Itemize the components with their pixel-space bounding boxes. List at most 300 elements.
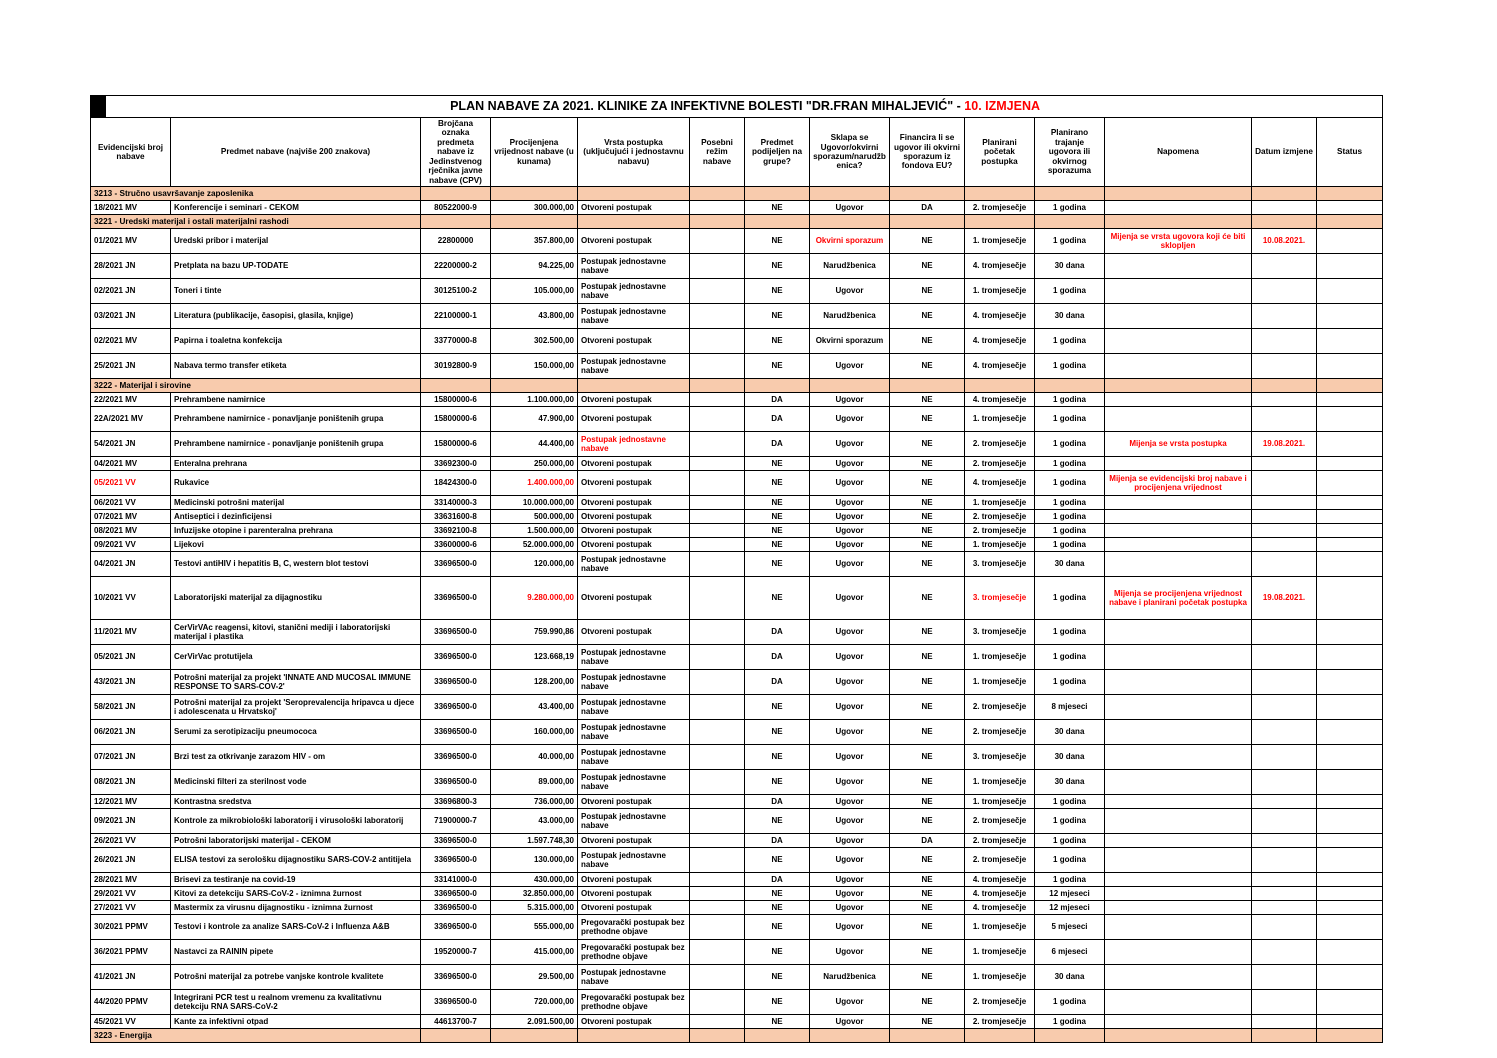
cell-vrijednost: 43.400,00 [491, 694, 578, 719]
cell-grupe: NE [745, 495, 810, 509]
table-row [91, 744, 1383, 769]
cell-pocetak: 4. tromjesečje [965, 303, 1035, 328]
cell-cpv: 33696500-0 [421, 644, 491, 669]
cell-cpv: 15800000-6 [421, 392, 491, 406]
column-header-vrijednost: Procijenjena vrijednost nabave (u kunama) [491, 118, 578, 187]
table-row [91, 694, 1383, 719]
cell-vrsta: Otvoreni postupak [578, 833, 690, 847]
cell-trajanje: 30 dana [1035, 769, 1105, 794]
cell-rezim [690, 914, 745, 939]
cell-grupe: NE [745, 509, 810, 523]
section-filler-cell [491, 378, 578, 392]
cell-trajanje: 30 dana [1035, 719, 1105, 744]
cell-cpv: 33600000-6 [421, 537, 491, 551]
cell-pocetak: 2. tromjesečje [965, 200, 1035, 214]
cell-trajanje: 1 godina [1035, 353, 1105, 378]
cell-predmet: Medicinski potrošni materijal [171, 495, 421, 509]
cell-sklapa: Narudžbenica [810, 964, 890, 989]
cell-napomena [1105, 914, 1252, 939]
cell-trajanje: 5 mjeseci [1035, 914, 1105, 939]
column-header-eu: Financira li se ugovor ili okvirni sporazum iz fondova EU? [890, 118, 965, 187]
cell-pocetak: 4. tromjesečje [965, 253, 1035, 278]
section-filler-cell [890, 1028, 965, 1042]
cell-vrsta: Postupak jednostavne nabave [578, 551, 690, 576]
cell-vrsta: Otvoreni postupak [578, 886, 690, 900]
cell-napomena [1105, 989, 1252, 1014]
column-header-row [91, 118, 1383, 187]
section-filler-cell [421, 378, 491, 392]
cell-sklapa: Ugovor [810, 872, 890, 886]
cell-sklapa: Ugovor [810, 886, 890, 900]
title-revision-text: 10. IZMJENA [964, 99, 1041, 114]
cell-datum [1252, 406, 1317, 431]
cell-id: 05/2021 JN [91, 644, 171, 669]
cell-rezim [690, 576, 745, 619]
cell-vrsta: Postupak jednostavne nabave [578, 744, 690, 769]
cell-rezim [690, 200, 745, 214]
cell-eu: DA [890, 200, 965, 214]
cell-rezim [690, 989, 745, 1014]
cell-vrsta: Otvoreni postupak [578, 228, 690, 253]
column-header-id: Evidencijski broj nabave [91, 118, 171, 187]
cell-napomena [1105, 808, 1252, 833]
cell-id: 07/2021 MV [91, 509, 171, 523]
section-filler-cell [810, 186, 890, 200]
section-filler-cell [965, 1028, 1035, 1042]
cell-cpv: 18424300-0 [421, 470, 491, 495]
cell-eu: NE [890, 669, 965, 694]
section-filler-cell [578, 214, 690, 228]
cell-vrijednost: 9.280.000,00 [491, 576, 578, 619]
cell-napomena [1105, 719, 1252, 744]
cell-vrsta: Pregovarački postupak bez prethodne objave [578, 989, 690, 1014]
cell-datum [1252, 939, 1317, 964]
cell-rezim [690, 431, 745, 456]
cell-napomena [1105, 406, 1252, 431]
cell-trajanje: 1 godina [1035, 989, 1105, 1014]
cell-pocetak: 4. tromjesečje [965, 900, 1035, 914]
cell-predmet: Kontrastna sredstva [171, 794, 421, 808]
cell-vrsta: Pregovarački postupak bez prethodne objave [578, 914, 690, 939]
cell-pocetak: 1. tromjesečje [965, 537, 1035, 551]
cell-sklapa: Ugovor [810, 353, 890, 378]
cell-rezim [690, 719, 745, 744]
cell-trajanje: 1 godina [1035, 470, 1105, 495]
cell-eu: NE [890, 694, 965, 719]
cell-pocetak: 1. tromjesečje [965, 769, 1035, 794]
cell-vrijednost: 32.850.000,00 [491, 886, 578, 900]
cell-pocetak: 4. tromjesečje [965, 470, 1035, 495]
cell-datum [1252, 278, 1317, 303]
cell-predmet: Kontrole za mikrobiološki laboratorij i virusološki laboratorij [171, 808, 421, 833]
cell-eu: NE [890, 523, 965, 537]
cell-cpv: 33770000-8 [421, 328, 491, 353]
cell-predmet: Papirna i toaletna konfekcija [171, 328, 421, 353]
cell-id: 25/2021 JN [91, 353, 171, 378]
cell-vrijednost: 300.000,00 [491, 200, 578, 214]
cell-vrsta: Postupak jednostavne nabave [578, 769, 690, 794]
column-header-status: Status [1317, 118, 1383, 187]
cell-datum [1252, 470, 1317, 495]
cell-id: 08/2021 JN [91, 769, 171, 794]
cell-trajanje: 1 godina [1035, 456, 1105, 470]
cell-cpv: 33631600-8 [421, 509, 491, 523]
cell-predmet: Testovi i kontrole za analize SARS-CoV-2 i Influenza A&B [171, 914, 421, 939]
cell-pocetak: 4. tromjesečje [965, 328, 1035, 353]
cell-vrsta: Otvoreni postupak [578, 328, 690, 353]
cell-vrijednost: 1.500.000,00 [491, 523, 578, 537]
cell-rezim [690, 833, 745, 847]
cell-vrsta: Otvoreni postupak [578, 1014, 690, 1028]
cell-id: 26/2021 JN [91, 847, 171, 872]
cell-cpv: 33696500-0 [421, 619, 491, 644]
cell-trajanje: 6 mjeseci [1035, 939, 1105, 964]
cell-rezim [690, 523, 745, 537]
cell-rezim [690, 353, 745, 378]
cell-eu: NE [890, 509, 965, 523]
cell-cpv: 15800000-6 [421, 406, 491, 431]
cell-eu: NE [890, 989, 965, 1014]
cell-napomena: Mijenja se vrsta postupka [1105, 431, 1252, 456]
cell-eu: NE [890, 769, 965, 794]
cell-cpv: 30192800-9 [421, 353, 491, 378]
cell-cpv: 33696500-0 [421, 833, 491, 847]
cell-datum [1252, 964, 1317, 989]
cell-napomena [1105, 794, 1252, 808]
cell-predmet: Prehrambene namirnice - ponavljanje poništenih grupa [171, 431, 421, 456]
cell-id: 05/2021 VV [91, 470, 171, 495]
cell-cpv: 33696500-0 [421, 964, 491, 989]
cell-vrijednost: 736.000,00 [491, 794, 578, 808]
cell-napomena [1105, 847, 1252, 872]
cell-vrijednost: 1.100.000,00 [491, 392, 578, 406]
section-filler-cell [1105, 214, 1252, 228]
cell-sklapa: Ugovor [810, 509, 890, 523]
cell-vrsta: Otvoreni postupak [578, 495, 690, 509]
cell-sklapa: Ugovor [810, 989, 890, 1014]
cell-grupe: NE [745, 278, 810, 303]
cell-grupe: NE [745, 228, 810, 253]
table-row [91, 847, 1383, 872]
cell-datum: 19.08.2021. [1252, 431, 1317, 456]
cell-vrsta: Otvoreni postupak [578, 392, 690, 406]
cell-predmet: Brisevi za testiranje na covid-19 [171, 872, 421, 886]
cell-datum: 19.08.2021. [1252, 576, 1317, 619]
title-text: PLAN NABAVE ZA 2021. KLINIKE ZA INFEKTIVNE BOLESTI "DR.FRAN MIHALJEVIĆ" - [450, 99, 965, 114]
cell-sklapa: Ugovor [810, 576, 890, 619]
cell-sklapa: Ugovor [810, 939, 890, 964]
table-row [91, 872, 1383, 886]
cell-napomena [1105, 644, 1252, 669]
document-page [90, 95, 1383, 1043]
cell-status [1317, 353, 1383, 378]
table-row [91, 200, 1383, 214]
cell-vrijednost: 123.668,19 [491, 644, 578, 669]
cell-cpv: 33696500-0 [421, 719, 491, 744]
cell-napomena: Mijenja se evidencijski broj nabave i procijenjena vrijednost [1105, 470, 1252, 495]
cell-grupe: NE [745, 939, 810, 964]
cell-sklapa: Ugovor [810, 619, 890, 644]
cell-cpv: 33696500-0 [421, 769, 491, 794]
table-row [91, 769, 1383, 794]
cell-pocetak: 2. tromjesečje [965, 847, 1035, 872]
cell-datum [1252, 794, 1317, 808]
cell-predmet: Integrirani PCR test u realnom vremenu za kvalitativnu detekciju RNA SARS-CoV-2 [171, 989, 421, 1014]
section-row [91, 1028, 1383, 1042]
cell-vrsta: Otvoreni postupak [578, 470, 690, 495]
cell-sklapa: Ugovor [810, 669, 890, 694]
cell-predmet: CerVirVAc reagensi, kitovi, stanični mediji i laboratorijski materijal i plastika [171, 619, 421, 644]
cell-status [1317, 328, 1383, 353]
cell-status [1317, 470, 1383, 495]
table-row [91, 1014, 1383, 1028]
cell-eu: NE [890, 644, 965, 669]
cell-predmet: Pretplata na bazu UP-TODATE [171, 253, 421, 278]
cell-trajanje: 1 godina [1035, 808, 1105, 833]
cell-pocetak: 1. tromjesečje [965, 495, 1035, 509]
cell-predmet: Literatura (publikacije, časopisi, glasila, knjige) [171, 303, 421, 328]
cell-eu: NE [890, 551, 965, 576]
column-header-vrsta: Vrsta postupka (uključujući i jednostavnu nabavu) [578, 118, 690, 187]
table-row [91, 900, 1383, 914]
cell-cpv: 33696500-0 [421, 989, 491, 1014]
cell-eu: NE [890, 328, 965, 353]
cell-vrijednost: 120.000,00 [491, 551, 578, 576]
cell-eu: NE [890, 431, 965, 456]
cell-grupe: DA [745, 619, 810, 644]
cell-grupe: NE [745, 328, 810, 353]
cell-grupe: NE [745, 1014, 810, 1028]
cell-napomena [1105, 353, 1252, 378]
cell-sklapa: Ugovor [810, 406, 890, 431]
cell-grupe: NE [745, 886, 810, 900]
section-filler-cell [690, 1028, 745, 1042]
section-filler-cell [421, 186, 491, 200]
cell-eu: NE [890, 495, 965, 509]
cell-predmet: Potrošni materijal za projekt 'Seroprevalencija hripavca u djece i adolescenata u Hrvatskoj' [171, 694, 421, 719]
cell-vrijednost: 720.000,00 [491, 989, 578, 1014]
cell-datum [1252, 900, 1317, 914]
cell-rezim [690, 456, 745, 470]
cell-cpv: 33692300-0 [421, 456, 491, 470]
cell-napomena [1105, 278, 1252, 303]
cell-pocetak: 4. tromjesečje [965, 392, 1035, 406]
cell-datum [1252, 253, 1317, 278]
cell-cpv: 33696500-0 [421, 744, 491, 769]
cell-rezim [690, 328, 745, 353]
section-filler-cell [491, 186, 578, 200]
cell-status [1317, 303, 1383, 328]
cell-status [1317, 523, 1383, 537]
cell-trajanje: 30 dana [1035, 303, 1105, 328]
cell-vrijednost: 759.990,86 [491, 619, 578, 644]
column-header-rezim: Posebni režim nabave [690, 118, 745, 187]
cell-sklapa: Ugovor [810, 200, 890, 214]
cell-id: 22/2021 MV [91, 392, 171, 406]
cell-status [1317, 576, 1383, 619]
cell-napomena [1105, 964, 1252, 989]
cell-id: 04/2021 JN [91, 551, 171, 576]
cell-predmet: Potrošni materijal za potrebe vanjske kontrole kvalitete [171, 964, 421, 989]
cell-vrsta: Otvoreni postupak [578, 794, 690, 808]
cell-grupe: NE [745, 253, 810, 278]
cell-status [1317, 406, 1383, 431]
cell-predmet: Rukavice [171, 470, 421, 495]
table-row [91, 495, 1383, 509]
cell-trajanje: 1 godina [1035, 509, 1105, 523]
cell-pocetak: 3. tromjesečje [965, 744, 1035, 769]
cell-rezim [690, 794, 745, 808]
section-filler-cell [578, 186, 690, 200]
cell-status [1317, 694, 1383, 719]
cell-vrsta: Postupak jednostavne nabave [578, 808, 690, 833]
cell-predmet: Prehrambene namirnice - ponavljanje poništenih grupa [171, 406, 421, 431]
cell-vrsta: Pregovarački postupak bez prethodne objave [578, 939, 690, 964]
cell-datum [1252, 551, 1317, 576]
cell-datum [1252, 719, 1317, 744]
table-row [91, 456, 1383, 470]
table-row [91, 406, 1383, 431]
table-row [91, 914, 1383, 939]
cell-vrsta: Postupak jednostavne nabave [578, 847, 690, 872]
cell-status [1317, 644, 1383, 669]
cell-status [1317, 794, 1383, 808]
cell-napomena [1105, 619, 1252, 644]
cell-datum [1252, 1014, 1317, 1028]
cell-rezim [690, 808, 745, 833]
section-filler-cell [690, 214, 745, 228]
cell-rezim [690, 509, 745, 523]
cell-predmet: Mastermix za virusnu dijagnostiku - iznimna žurnost [171, 900, 421, 914]
cell-trajanje: 30 dana [1035, 964, 1105, 989]
cell-trajanje: 1 godina [1035, 794, 1105, 808]
cell-vrijednost: 415.000,00 [491, 939, 578, 964]
cell-sklapa: Ugovor [810, 392, 890, 406]
table-row [91, 794, 1383, 808]
cell-grupe: DA [745, 406, 810, 431]
cell-datum [1252, 808, 1317, 833]
cell-status [1317, 769, 1383, 794]
cell-cpv: 33692100-8 [421, 523, 491, 537]
cell-id: 28/2021 JN [91, 253, 171, 278]
cell-vrijednost: 44.400,00 [491, 431, 578, 456]
cell-napomena [1105, 392, 1252, 406]
cell-vrijednost: 40.000,00 [491, 744, 578, 769]
cell-vrijednost: 29.500,00 [491, 964, 578, 989]
cell-eu: NE [890, 914, 965, 939]
cell-grupe: NE [745, 353, 810, 378]
cell-napomena [1105, 900, 1252, 914]
cell-status [1317, 431, 1383, 456]
cell-sklapa: Ugovor [810, 833, 890, 847]
cell-predmet: Antiseptici i dezinficijensi [171, 509, 421, 523]
cell-id: 27/2021 VV [91, 900, 171, 914]
cell-napomena [1105, 694, 1252, 719]
cell-cpv: 33140000-3 [421, 495, 491, 509]
cell-pocetak: 1. tromjesečje [965, 794, 1035, 808]
cell-vrijednost: 128.200,00 [491, 669, 578, 694]
section-filler-cell [745, 214, 810, 228]
section-filler-cell [1252, 214, 1317, 228]
cell-datum [1252, 495, 1317, 509]
cell-grupe: DA [745, 794, 810, 808]
cell-rezim [690, 278, 745, 303]
cell-id: 06/2021 VV [91, 495, 171, 509]
cell-status [1317, 1014, 1383, 1028]
cell-eu: NE [890, 303, 965, 328]
cell-vrsta: Postupak jednostavne nabave [578, 303, 690, 328]
cell-cpv: 33141000-0 [421, 872, 491, 886]
cell-sklapa: Okvirni sporazum [810, 228, 890, 253]
cell-datum [1252, 200, 1317, 214]
cell-cpv: 80522000-9 [421, 200, 491, 214]
section-filler-cell [890, 378, 965, 392]
cell-eu: NE [890, 794, 965, 808]
cell-napomena [1105, 744, 1252, 769]
table-row [91, 509, 1383, 523]
section-filler-cell [1317, 1028, 1383, 1042]
cell-napomena: Mijenja se vrsta ugovora koji će biti sklopljen [1105, 228, 1252, 253]
cell-cpv: 33696500-0 [421, 669, 491, 694]
cell-rezim [690, 551, 745, 576]
cell-vrsta: Postupak jednostavne nabave [578, 694, 690, 719]
cell-cpv: 22800000 [421, 228, 491, 253]
cell-grupe: NE [745, 769, 810, 794]
cell-sklapa: Ugovor [810, 551, 890, 576]
cell-grupe: DA [745, 669, 810, 694]
section-label: 3222 - Materijal i sirovine [91, 378, 421, 392]
cell-napomena: Mijenja se procijenjena vrijednost nabave i planirani početak postupka [1105, 576, 1252, 619]
section-row [91, 378, 1383, 392]
cell-status [1317, 989, 1383, 1014]
cell-datum [1252, 328, 1317, 353]
cell-vrsta: Postupak jednostavne nabave [578, 253, 690, 278]
cell-rezim [690, 964, 745, 989]
cell-vrsta: Postupak jednostavne nabave [578, 669, 690, 694]
cell-id: 09/2021 VV [91, 537, 171, 551]
cell-napomena [1105, 495, 1252, 509]
cell-id: 02/2021 JN [91, 278, 171, 303]
cell-status [1317, 872, 1383, 886]
cell-status [1317, 537, 1383, 551]
cell-status [1317, 619, 1383, 644]
cell-pocetak: 4. tromjesečje [965, 886, 1035, 900]
cell-id: 03/2021 JN [91, 303, 171, 328]
section-filler-cell [1252, 378, 1317, 392]
cell-predmet: Infuzijske otopine i parenteralna prehrana [171, 523, 421, 537]
cell-vrsta: Otvoreni postupak [578, 456, 690, 470]
cell-pocetak: 1. tromjesečje [965, 964, 1035, 989]
cell-predmet: Kante za infektivni otpad [171, 1014, 421, 1028]
section-label: 3213 - Stručno usavršavanje zaposlenika [91, 186, 421, 200]
section-row [91, 214, 1383, 228]
cell-napomena [1105, 509, 1252, 523]
cell-trajanje: 1 godina [1035, 228, 1105, 253]
section-filler-cell [1252, 1028, 1317, 1042]
cell-predmet: Enteralna prehrana [171, 456, 421, 470]
page-title [91, 96, 1383, 118]
cell-cpv: 33696500-0 [421, 900, 491, 914]
cell-id: 07/2021 JN [91, 744, 171, 769]
cell-sklapa: Ugovor [810, 470, 890, 495]
cell-sklapa: Ugovor [810, 794, 890, 808]
cell-predmet: Serumi za serotipizaciju pneumococa [171, 719, 421, 744]
cell-pocetak: 1. tromjesečje [965, 669, 1035, 694]
cell-datum [1252, 303, 1317, 328]
section-filler-cell [1317, 378, 1383, 392]
cell-rezim [690, 644, 745, 669]
cell-id: 45/2021 VV [91, 1014, 171, 1028]
